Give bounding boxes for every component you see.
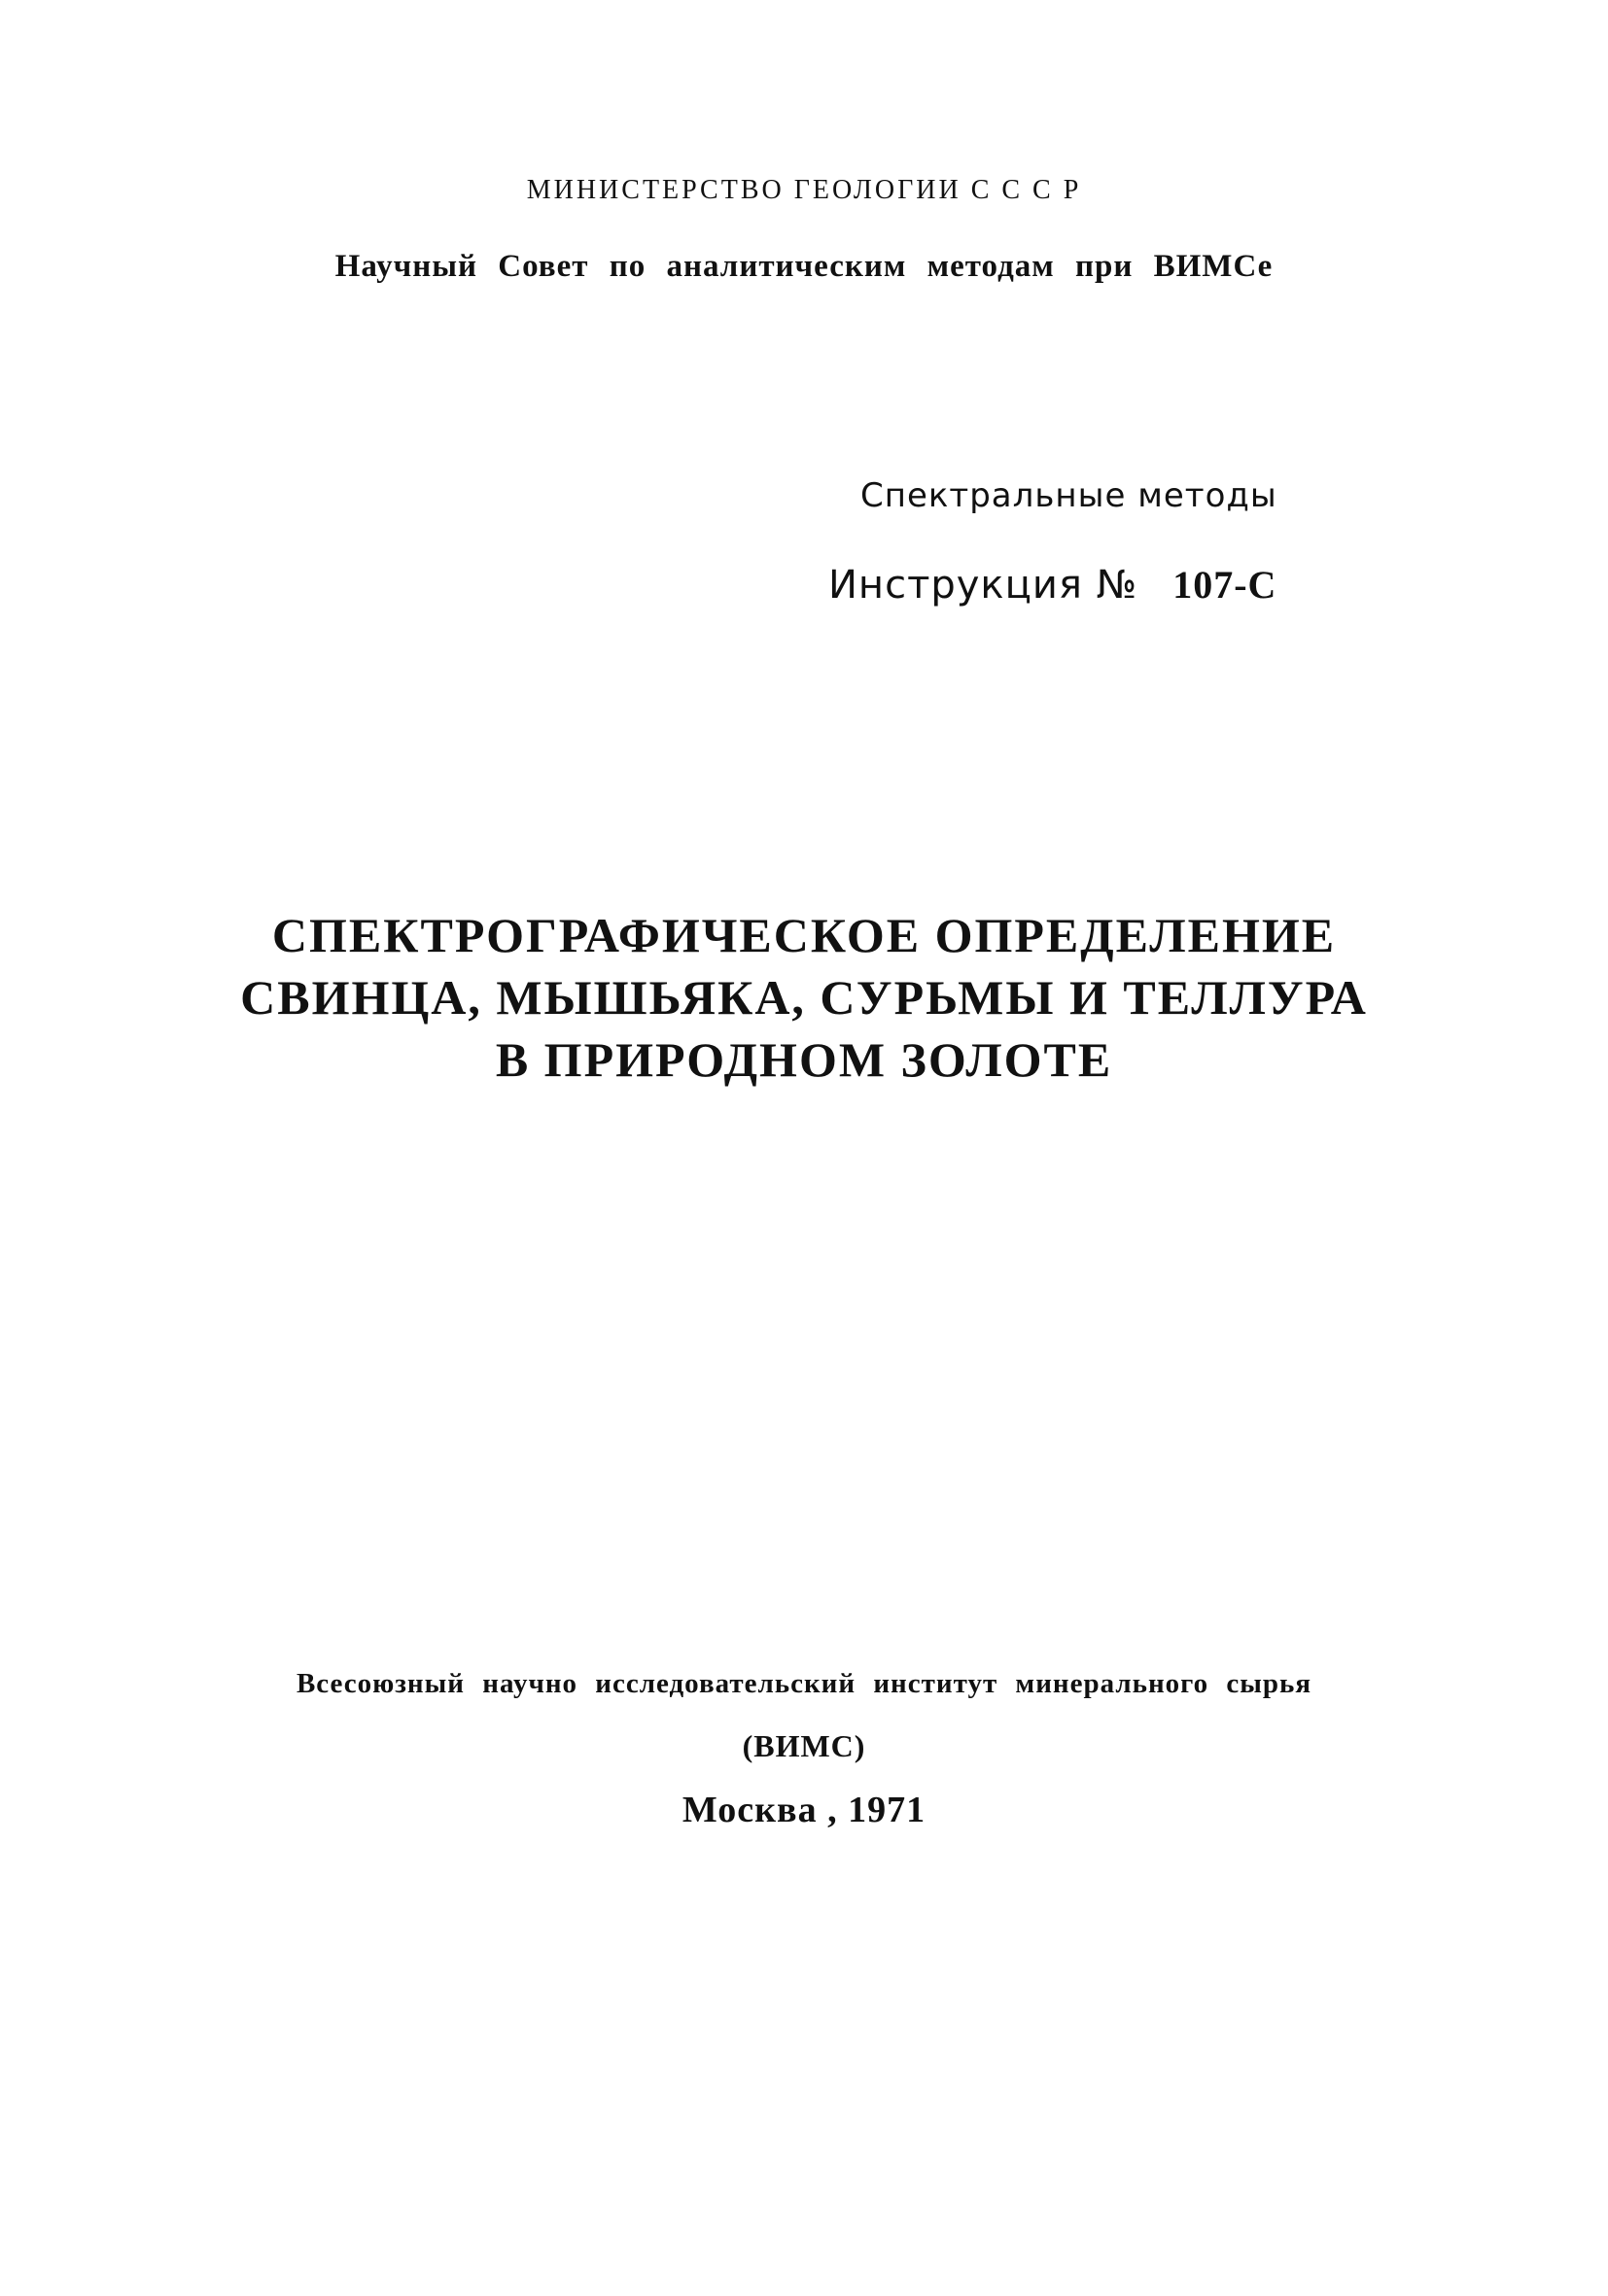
title-line-3: В ПРИРОДНОМ ЗОЛОТЕ [495, 1032, 1113, 1087]
scientific-council: Научный Совет по аналитическим методам при ВИМСе [334, 249, 1274, 284]
instruction-number: 107-С [1172, 563, 1277, 607]
city-year: Москва , 1971 [682, 1790, 926, 1830]
document-title [0, 904, 1608, 1091]
institute-name: Всесоюзный научно исследовательский институт минерального сырья [296, 1668, 1312, 1699]
title-line-2: СВИНЦА, МЫШЬЯКА, СУРЬМЫ И ТЕЛЛУРА [240, 970, 1368, 1025]
title-line-1: СПЕКТРОГРАФИЧЕСКОЕ ОПРЕДЕЛЕНИЕ [271, 908, 1337, 962]
ministry-name: МИНИСТЕРСТВО ГЕОЛОГИИ С С С Р [526, 175, 1082, 205]
institute-abbreviation: (ВИМС) [742, 1728, 866, 1763]
instruction-label: Инструкция № [828, 563, 1138, 608]
instruction-line [828, 562, 1276, 608]
series-label: Спектральные методы [860, 476, 1277, 515]
